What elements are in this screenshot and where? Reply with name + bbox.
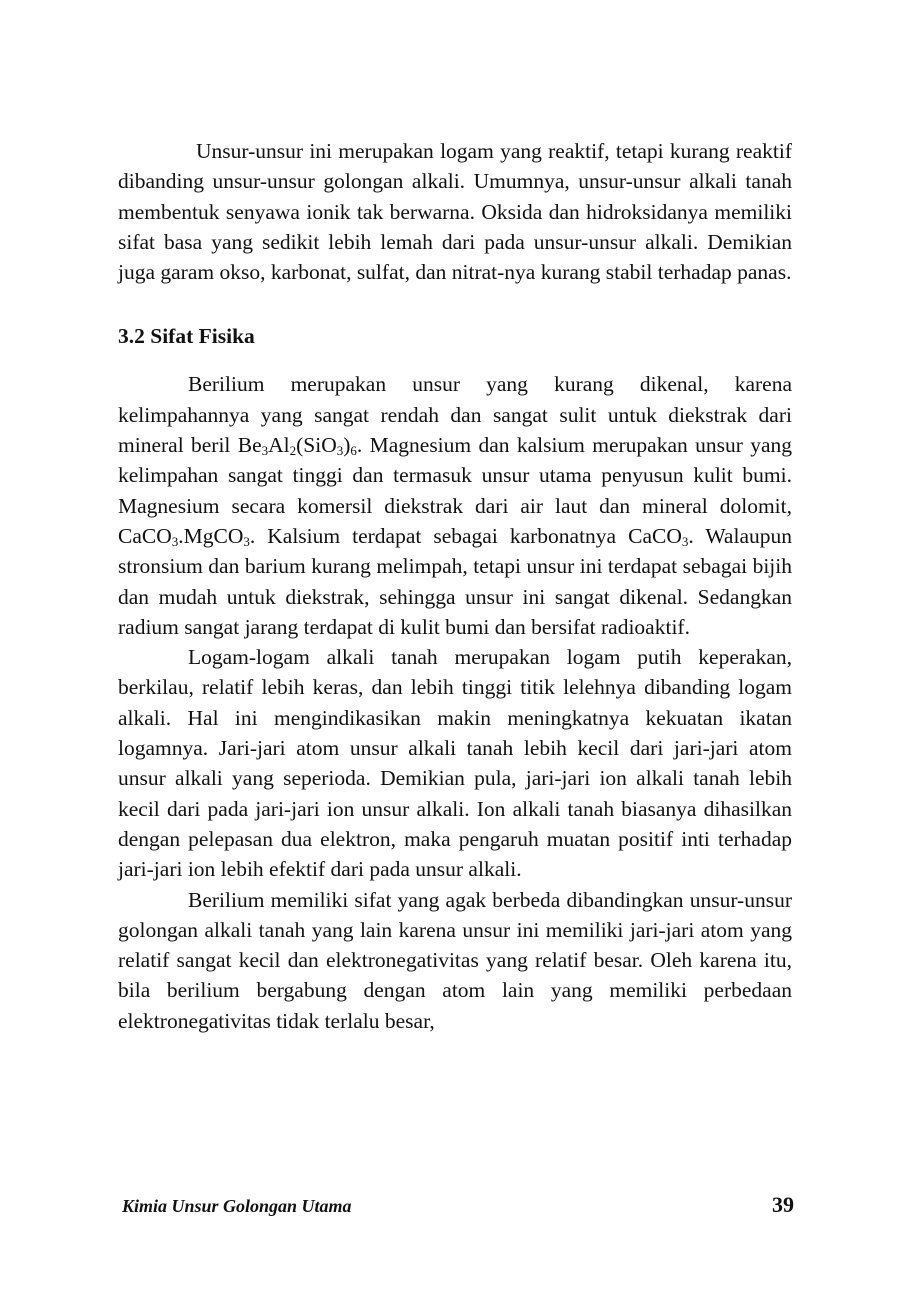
page-number: 39 — [772, 1192, 794, 1217]
paragraph-berilium-differences: Berilium memiliki sifat yang agak berbeda dibandingkan unsur-unsur golongan alkali tanah yang lain karena unsur ini memiliki jari-jari atom yang relatif sangat kecil dan elektronegativitas yang relatif besar. Oleh karena itu, bila berilium bergabung dengan atom lain yang memiliki perbedaan elektronegativitas tidak terlalu besar, — [118, 887, 792, 1033]
paragraph-berilium-abundance: Berilium merupakan unsur yang kurang dikenal, karena kelimpahannya yang sangat rendah dan sangat sulit untuk diekstrak dari mineral beril $Be_3Al_2(SiO_3)_6$. Magnesium dan kalsium merupakan unsur yang kelimpahan sangat tinggi dan termasuk unsur utama penyusun kulit bumi. Magnesium secara komersil diekstrak dari air laut dan mineral dolomit, CaCO$_3$.MgCO$_3$. Kalsium terdapat sebagai karbonatnya CaCO$_3$. Walaupun stronsium dan barium kurang melimpah, tetapi unsur ini terdapat sebagai bijih dan mudah untuk diekstrak, sehingga unsur ini sangat dikenal. Sedangkan radium sangat jarang terdapat di kulit bumi dan bersifat radioaktif. — [118, 372, 792, 639]
paragraph-metal-properties: Logam-logam alkali tanah merupakan logam putih keperakan, berkilau, relatif lebih keras, dan lebih tinggi titik lelehnya dibanding logam alkali. Hal ini mengindikasikan makin meningkatnya kekuatan ikatan logamnya. Jari-jari atom unsur alkali tanah lebih kecil dari jari-jari atom unsur alkali yang seperioda. Demikian pula, jari-jari ion alkali tanah lebih kecil dari pada jari-jari ion unsur alkali. Ion alkali tanah biasanya dihasilkan dengan pelepasan dua elektron, maka pengaruh muatan positif inti terhadap jari-jari ion lebih efektif dari pada unsur alkali. — [118, 645, 792, 882]
page-body — [118, 136, 792, 1036]
page-footer — [122, 1192, 794, 1218]
footer-book-title: Kimia Unsur Golongan Utama — [122, 1196, 352, 1216]
section-heading: 3.2 Sifat Fisika — [118, 324, 255, 349]
intro-paragraph: Unsur-unsur ini merupakan logam yang reaktif, tetapi kurang reaktif dibanding unsur-unsur golongan alkali. Umumnya, unsur-unsur alkali tanah membentuk senyawa ionik tak berwarna. Oksida dan hidroksidanya memiliki sifat basa yang sedikit lebih lemah dari pada unsur-unsur alkali. Demikian juga garam okso, karbonat, sulfat, dan nitrat-nya kurang stabil terhadap panas. — [118, 139, 792, 285]
